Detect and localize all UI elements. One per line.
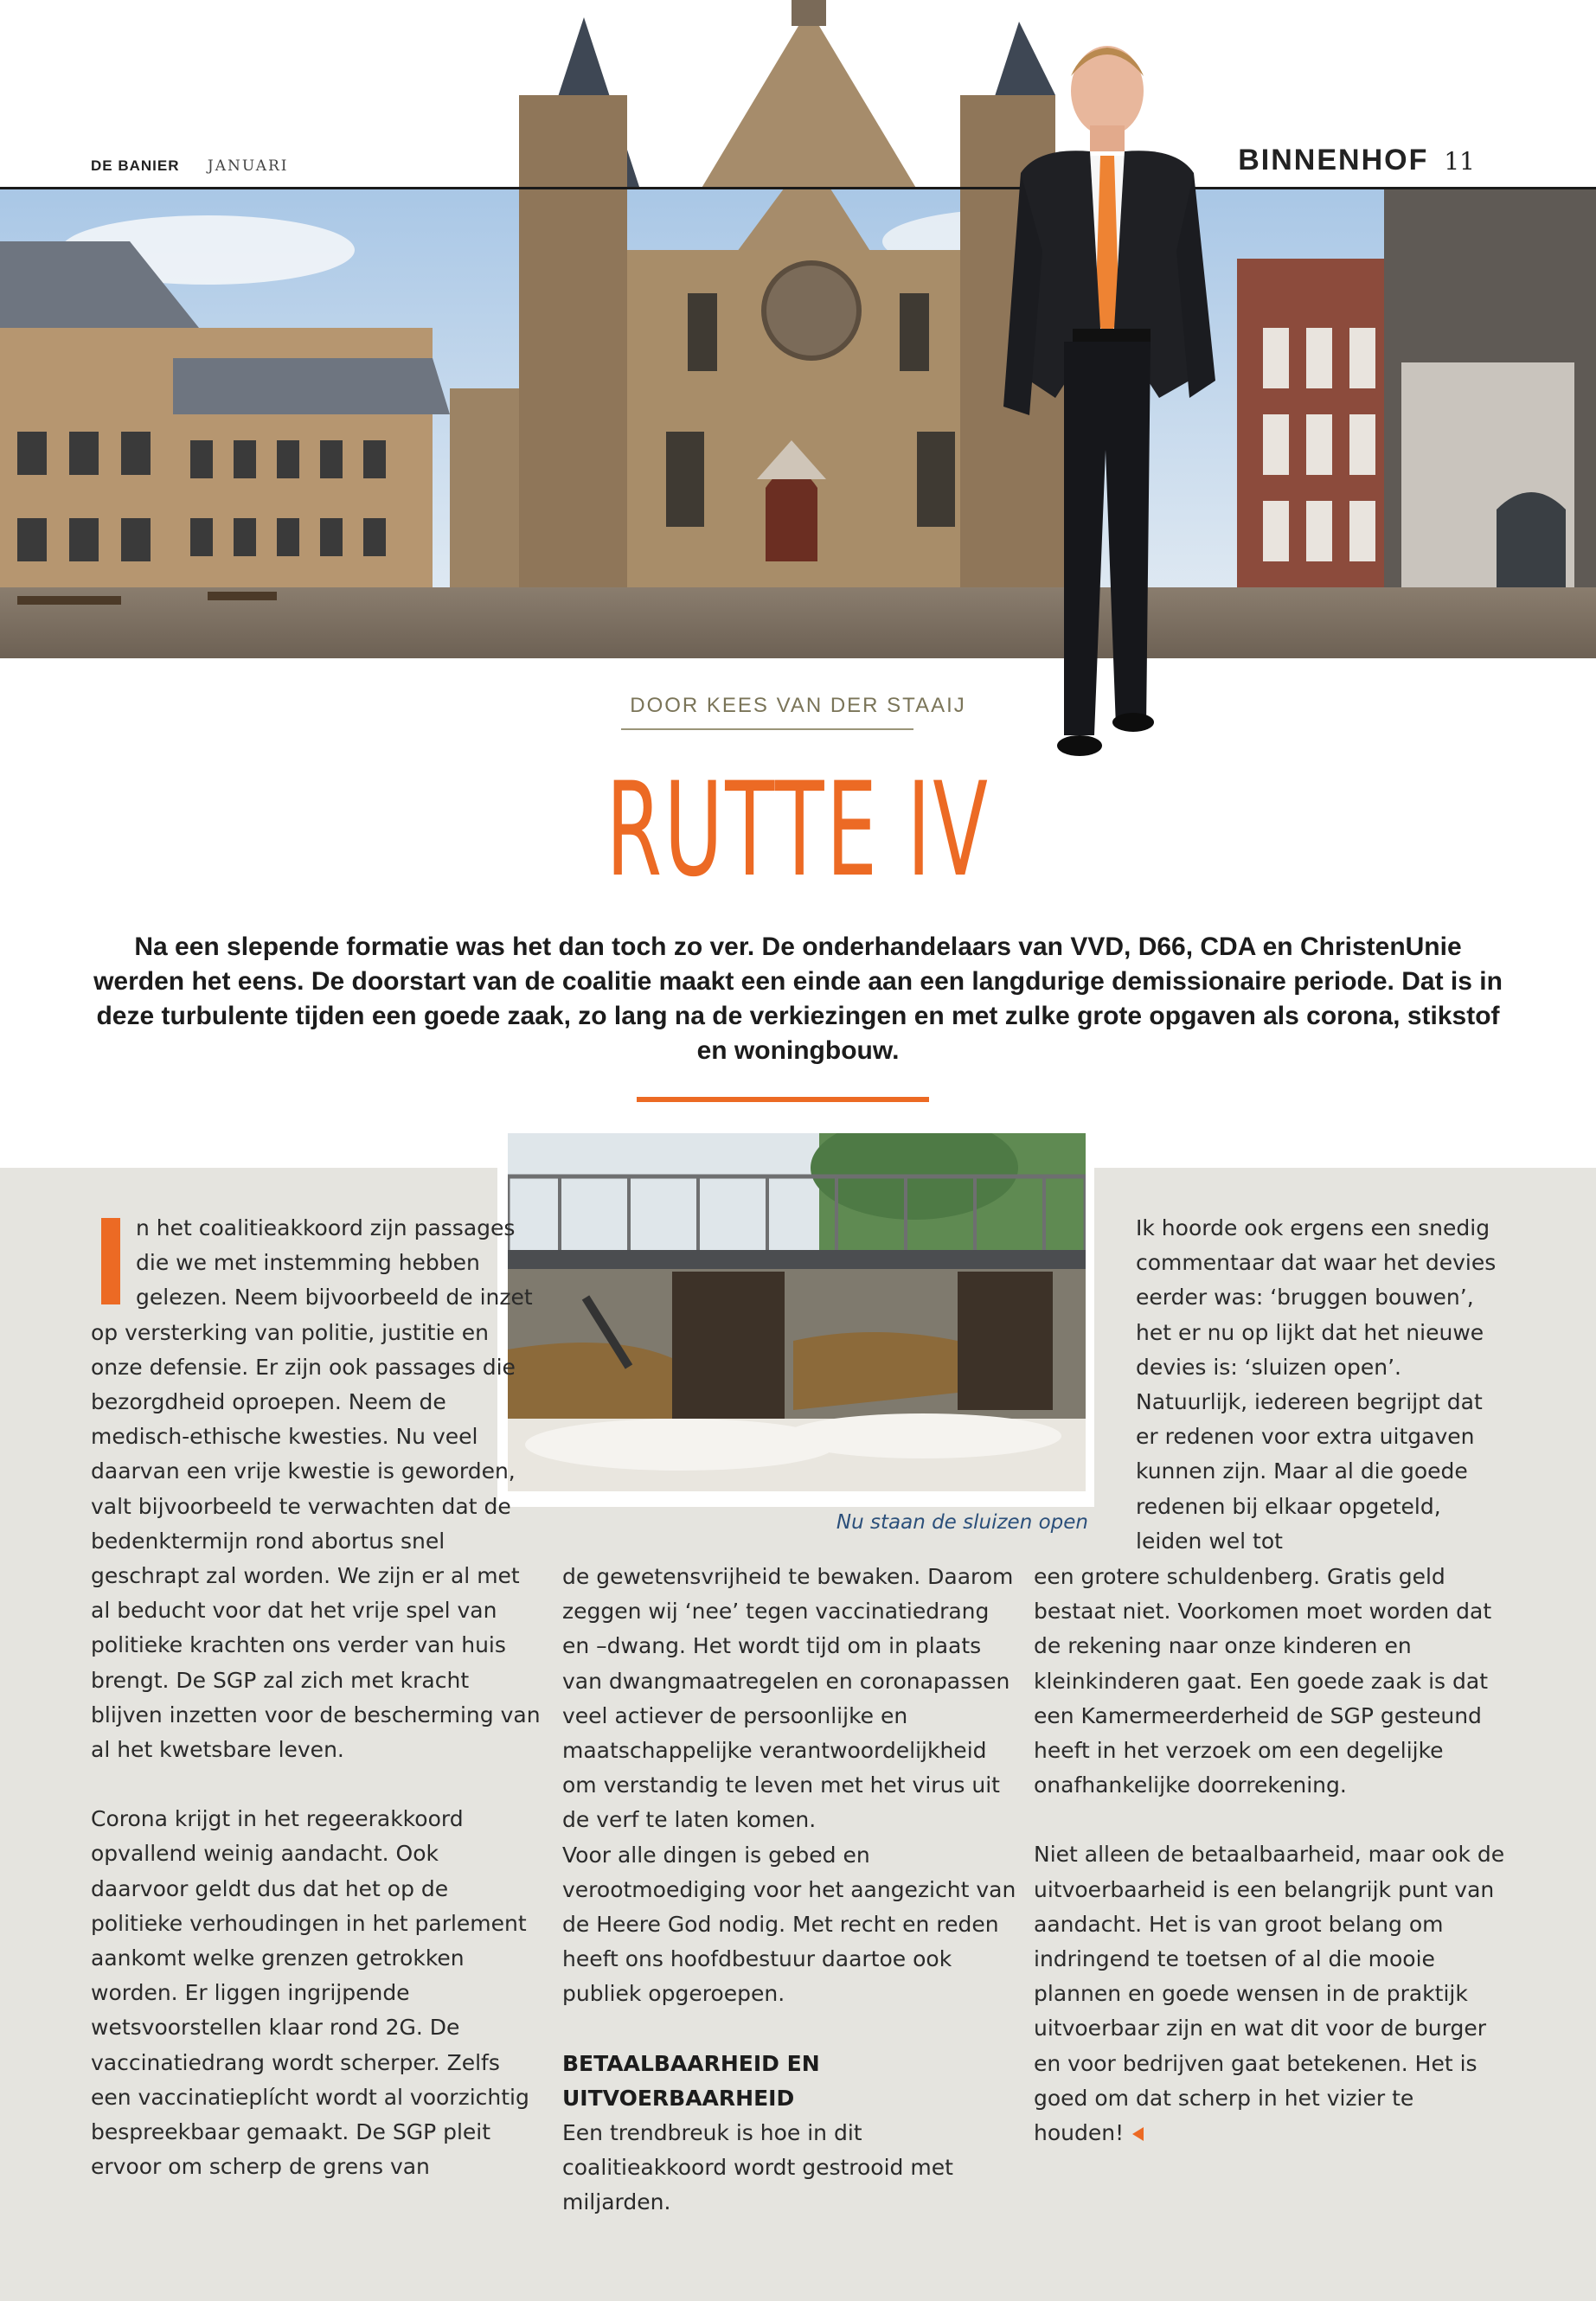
article-intro: Na een slepende formatie was het dan toch zo ver. De onderhandelaars van VVD, D66, CDA en ChristenUnie werden het eens. De doorstart van de coalitie maakt een einde aan een langdurige demissionaire periode. Dat is in deze turbulente tijden een goede zaak, zo lang na de verkiezingen en met zulke grote opgaven als corona, stikstof en woningbouw. <box>93 933 1503 1065</box>
magazine-name: DE BANIER <box>91 157 180 174</box>
person-illustration <box>1003 35 1228 770</box>
article-column-3 <box>1034 1560 1509 2150</box>
section-name: BINNENHOF <box>1238 144 1429 176</box>
towers-illustration <box>519 0 1055 189</box>
col2-subheading <box>562 2047 1021 2116</box>
col3-paragraph-2 <box>1034 1837 1509 2150</box>
triangle-left-icon <box>1132 2127 1144 2141</box>
subheading-line-2: UITVOERBAARHEID <box>562 2085 795 2111</box>
article-column-2 <box>562 1560 1021 2221</box>
col3-paragraph-2-text: Niet alleen de betaalbaarheid, maar ook de uitvoerbaarheid is een belangrijk punt van aandacht. Het is van groot belang om indringend te toetsen of al die mooie plannen en goede wensen in de praktijk uitvoerbaar zijn en wat dit voor de burger en voor bedrijven gaat betekenen. Het is goed om dat scherp in het vizier te houden! <box>1034 1842 1505 2146</box>
page-number: 11 <box>1444 147 1475 176</box>
intro-divider <box>637 1097 929 1102</box>
col1-paragraph-1-text: n het coalitieakkoord zijn passages die we met instemming hebben gelezen. Neem bijvoorbeeld de inzet op versterking van politie, justitie en onze defensie. Er zijn ook passages die bezorgdheid oproepen. Neem de medisch-ethische kwesties. Nu veel daarvan een vrije kwestie is geworden, valt bijvoorbeeld te verwachten dat de bedenktermijn rond abortus snel geschrapt zal worden. We zijn er al met al beducht voor dat het vrije spel van politieke krachten ons verder van huis brengt. De SGP zal zich met kracht blijven inzetten voor de bescherming van al het kwetsbare leven. <box>91 1215 541 1763</box>
col1-paragraph-2: Corona krijgt in het regeerakkoord opvallend weinig aandacht. Ook daarvoor geldt dus dat het op de politieke verhoudingen in het parlement aankomt welke grenzen getrokken worden. Er liggen ingrijpende wetsvoorstellen klaar rond 2G. De vaccinatiedrang wordt scherper. Zelfs een vaccinatieplícht wordt al voorzichtig bespreekbaar gemaakt. De SGP pleit ervoor om scherp de grens van <box>91 1806 529 2180</box>
col2-paragraph-2: Voor alle dingen is gebed en verootmoediging voor het aangezicht van de Heere God nodig. Met recht en reden heeft ons hoofdbestuur daartoe ook publiek opgeroepen. <box>562 1842 1016 2007</box>
sluice-illustration <box>508 1133 1086 1491</box>
section-header <box>1238 144 1475 177</box>
binnenhof-illustration <box>0 189 1596 658</box>
subheading-line-1: BETAALBAARHEID EN <box>562 2050 820 2076</box>
photo-caption: Nu staan de sluizen open <box>836 1511 1088 1534</box>
hero-photo <box>0 189 1596 658</box>
sluice-photo <box>508 1133 1086 1491</box>
byline: DOOR KEES VAN DER STAAIJ <box>630 694 966 717</box>
issue-month: JANUARI <box>207 157 289 175</box>
byline-divider <box>621 728 913 730</box>
col3-paragraph-1b: een grotere schuldenberg. Gratis geld bestaat niet. Voorkomen moet worden dat de rekening naar onze kinderen en kleinkinderen gaat. Een goede zaak is dat een Kamermeerderheid de SGP gesteund heeft in het verzoek om een degelijke onafhankelijke doorrekening. <box>1034 1564 1492 1798</box>
col3-paragraph-1a: Ik hoorde ook ergens een snedig commentaar dat waar het devies eerder was: ‘bruggen bouwen’, het er nu op lijkt dat het nieuwe devies is: ‘sluizen open’. Natuurlijk, iedereen begrijpt dat er redenen voor extra uitgaven kunnen zijn. Maar al die goede redenen bij elkaar opgeteld, leiden wel tot <box>1136 1215 1497 1554</box>
article-title: RUTTE IV <box>606 755 990 906</box>
col2-paragraph-3: Een trendbreuk is hoe in dit coalitieakkoord wordt gestrooid met miljarden. <box>562 2120 953 2215</box>
hero-towers <box>519 0 1055 189</box>
header-rule <box>0 187 1596 189</box>
article-column-3-top <box>1136 1211 1508 1559</box>
article-column-1 <box>91 1211 541 2184</box>
author-photo <box>1003 35 1228 770</box>
dropcap-i <box>101 1218 120 1304</box>
running-header <box>91 157 289 175</box>
col2-paragraph-1: de gewetensvrijheid te bewaken. Daarom zeggen wij ‘nee’ tegen vaccinatiedrang en –dwang. Het wordt tijd om in plaats van dwangmaatregelen en coronapassen veel actiever de persoonlijke en maatschappelijke verantwoordelijkheid om verstandig te leven met het virus uit de verf te laten komen. <box>562 1564 1014 1833</box>
col1-paragraph-1 <box>91 1211 541 1767</box>
